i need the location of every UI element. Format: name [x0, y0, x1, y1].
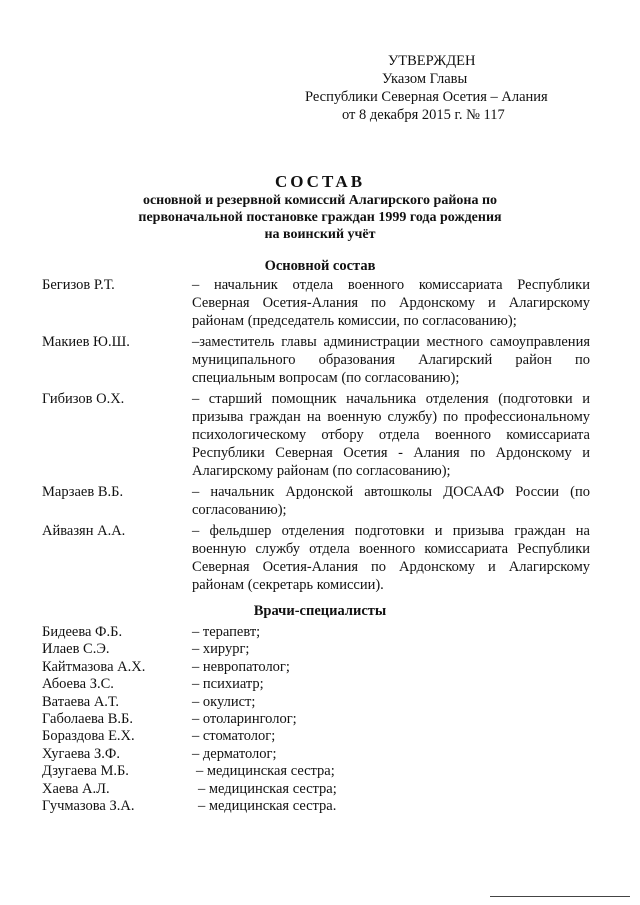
main-section-heading: Основной состав: [264, 258, 376, 274]
list-item: [42, 728, 442, 745]
doctor-name: Абоева З.С.: [42, 676, 114, 693]
list-item: [42, 333, 590, 387]
doctor-role: – невропатолог;: [192, 658, 290, 675]
doctor-name: Бидеева Ф.Б.: [42, 624, 123, 640]
member-role: – старший помощник начальника отделения (подготовки и призыва граждан на военную службу) по профессиональному психологическому отбору отдела военного комиссариата Республики Северная Осетия - Алания по Ардонскому и Алагирскому районам (по согласованию);: [192, 391, 590, 479]
title-line: первоначальной постановке граждан 1999 года рождения: [138, 210, 502, 225]
doctor-name: Хугаева З.Ф.: [42, 745, 120, 762]
member-name: Гибизов О.Х.: [42, 391, 125, 407]
main-members-list: [42, 276, 590, 594]
list-item: [42, 694, 442, 711]
list-item: [42, 641, 442, 658]
list-item: [42, 676, 442, 693]
doctor-role: – медицинская сестра.: [198, 798, 337, 815]
list-item: [42, 624, 442, 641]
doctor-role: – хирург;: [192, 641, 250, 658]
doctor-name: Кайтмазова А.Х.: [42, 658, 146, 675]
doctor-role: – дерматолог;: [192, 745, 277, 762]
list-item: [42, 746, 442, 763]
approval-line-date: от 8 декабря 2015 г. № 117: [342, 107, 505, 123]
member-role: – фельдшер отделения подготовки и призыва граждан на военную службу отдела военного комиссариата Республики Северная Осетия-Алания по Ардонскому и Алагирскому районам (секретарь комиссии).: [192, 523, 590, 593]
member-name: Марзаев В.Б.: [42, 484, 124, 500]
doctor-name: Ватаева А.Т.: [42, 693, 119, 710]
doctor-name: Габолаева В.Б.: [42, 711, 133, 728]
member-name: Айвазян А.А.: [42, 523, 126, 539]
list-item: [42, 798, 442, 815]
list-item: [42, 522, 590, 594]
doctors-section-heading: Врачи-специалисты: [253, 603, 387, 619]
doctor-name: Хаева А.Л.: [42, 780, 110, 797]
doctor-name: Бораздова Е.Х.: [42, 728, 135, 745]
doctor-name: Гучмазова З.А.: [42, 798, 135, 815]
doctor-role: – окулист;: [192, 693, 256, 710]
document-title: [0, 172, 640, 243]
doctor-role: – медицинская сестра;: [196, 763, 335, 780]
list-item: [42, 276, 590, 330]
doctor-role: – отоларинголог;: [192, 711, 297, 728]
member-name: Бегизов Р.Т.: [42, 277, 115, 293]
approval-line-decree: Указом Главы: [382, 71, 468, 87]
approval-stamp: [300, 52, 570, 124]
member-role: – начальник Ардонской автошколы ДОСААФ России (по согласованию);: [192, 484, 590, 518]
member-name: Макиев Ю.Ш.: [42, 334, 130, 350]
title-main: СОСТАВ: [274, 172, 366, 191]
member-role: –заместитель главы администрации местного самоуправления муниципального образования Алагирский район по специальным вопросам (по согласованию);: [192, 334, 590, 386]
approval-line-republic: Республики Северная Осетия – Алания: [305, 89, 548, 105]
approval-line-approved: УТВЕРЖДЕН: [388, 53, 476, 69]
page-bottom-divider: [490, 896, 630, 897]
doctor-role: – стоматолог;: [192, 728, 276, 745]
doctor-role: – психиатр;: [192, 676, 264, 693]
list-item: [42, 763, 442, 780]
member-role: – начальник отдела военного комиссариата Республики Северная Осетия-Алания по Ардонскому и Алагирскому районам (председатель комиссии, по согласованию);: [192, 277, 590, 329]
list-item: [42, 781, 442, 798]
doctors-list: [42, 624, 442, 815]
list-item: [42, 659, 442, 676]
title-line: основной и резервной комиссий Алагирского района по: [142, 193, 498, 208]
title-line: на воинский учёт: [264, 227, 376, 242]
doctor-name: Дзугаева М.Б.: [42, 763, 129, 780]
list-item: [42, 390, 590, 480]
doctor-role: – терапевт;: [192, 624, 261, 640]
list-item: [42, 711, 442, 728]
doctor-role: – медицинская сестра;: [198, 780, 337, 797]
list-item: [42, 483, 590, 519]
doctor-name: Илаев С.Э.: [42, 641, 110, 658]
